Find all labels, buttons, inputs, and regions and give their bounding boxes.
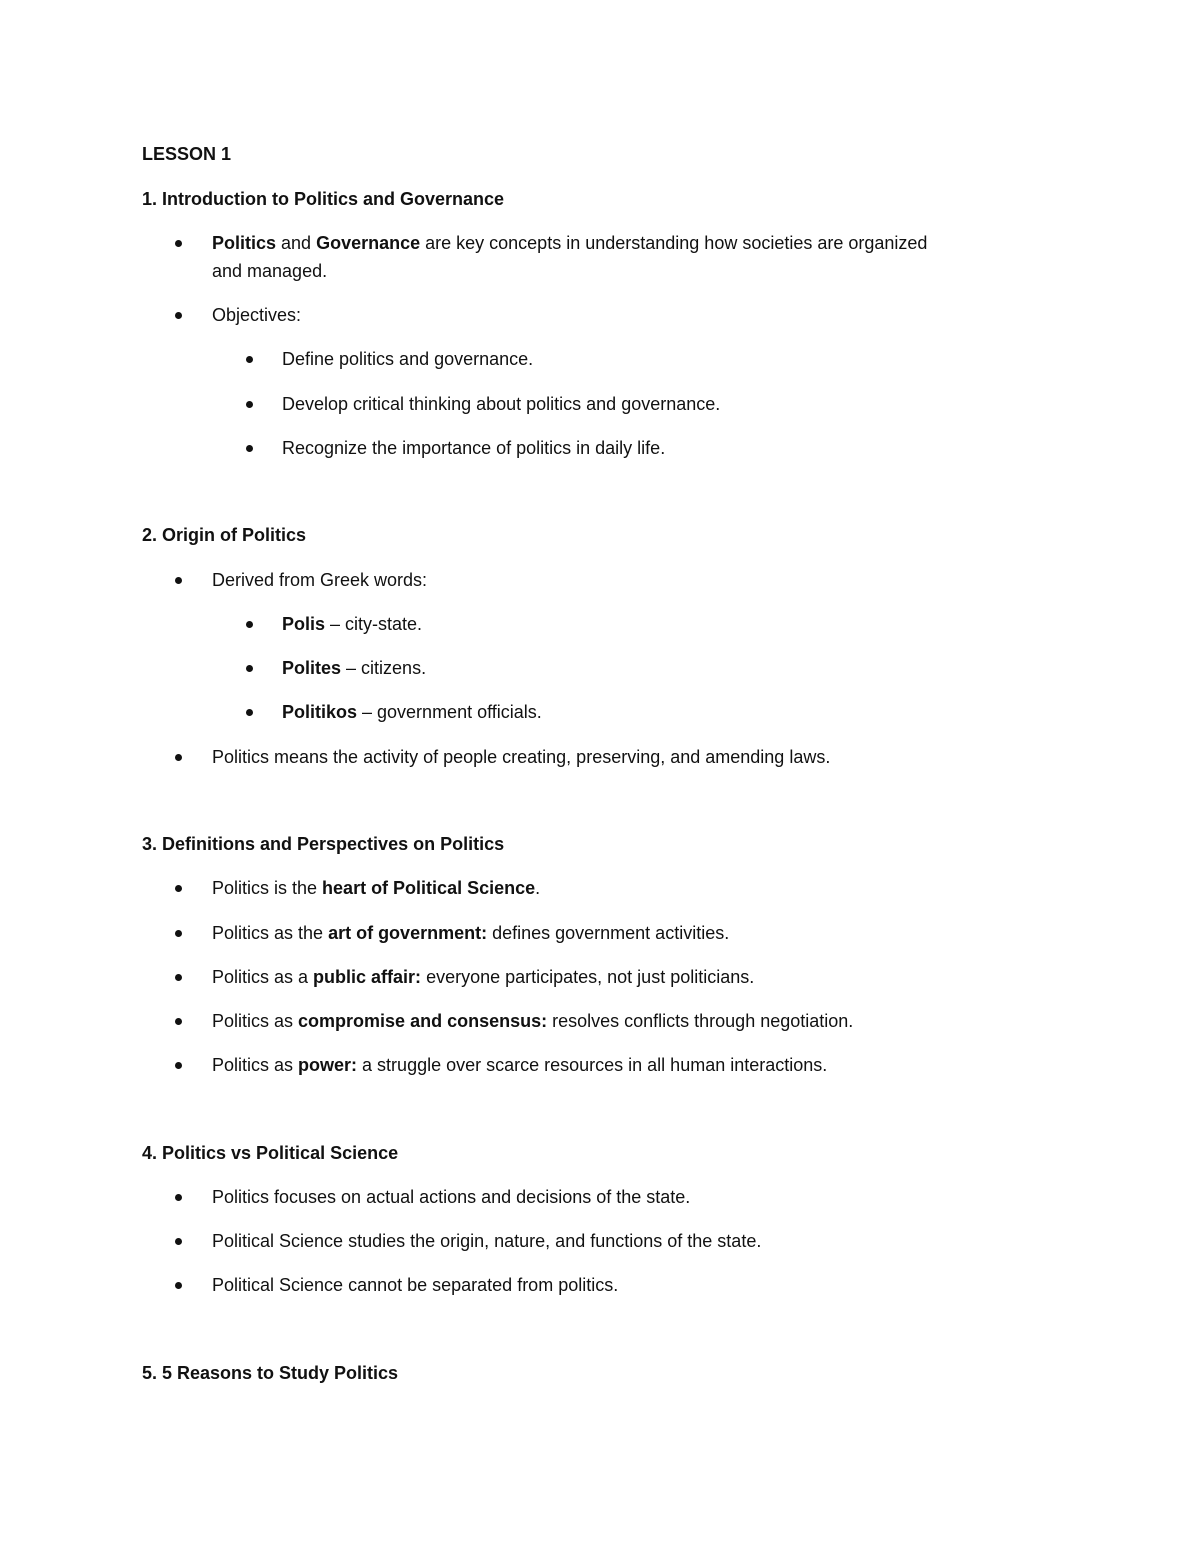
- bullet-icon: [175, 577, 182, 584]
- definition-item: [212, 919, 729, 947]
- greek-meaning: – city-state.: [325, 614, 423, 634]
- definition-suffix: .: [535, 878, 541, 898]
- derived-text: Derived from Greek words:: [212, 570, 428, 590]
- section-2-heading: 2. Origin of Politics: [142, 525, 307, 545]
- connector-text: and: [276, 233, 317, 253]
- greek-word-item: [282, 610, 422, 638]
- definition-suffix: a struggle over scarce resources in all human interactions.: [357, 1055, 828, 1075]
- bullet-icon: [175, 1282, 182, 1289]
- definition-term: heart of Political Science: [322, 878, 536, 898]
- greek-word-item: [282, 698, 542, 726]
- bullet-icon: [175, 930, 182, 937]
- greek-meaning: – government officials.: [357, 702, 542, 722]
- bullet-icon: [246, 621, 253, 628]
- objective-item: Recognize the importance of politics in daily life.: [282, 438, 666, 458]
- bullet-icon: [175, 885, 182, 892]
- definition-suffix: resolves conflicts through negotiation.: [547, 1011, 854, 1031]
- intro-text: are key concepts in understanding how societies are organized: [420, 233, 928, 253]
- bullet-icon: [175, 974, 182, 981]
- comparison-item: Political Science cannot be separated from politics.: [212, 1275, 619, 1295]
- bullet-icon: [246, 356, 253, 363]
- bullet-icon: [246, 709, 253, 716]
- section-3-heading: 3. Definitions and Perspectives on Politics: [142, 834, 505, 854]
- definition-term: compromise and consensus:: [298, 1011, 548, 1031]
- greek-word-item: [282, 654, 426, 682]
- definition-term: power:: [298, 1055, 358, 1075]
- greek-term: Polites: [282, 658, 342, 678]
- bullet-icon: [246, 665, 253, 672]
- bullet-icon: [246, 445, 253, 452]
- definition-prefix: Politics as: [212, 1055, 299, 1075]
- bullet-icon: [175, 754, 182, 761]
- definition-item: [212, 1051, 827, 1079]
- definition-prefix: Politics is the: [212, 878, 323, 898]
- definition-item: [212, 1007, 853, 1035]
- politics-means-text: Politics means the activity of people creating, preserving, and amending laws.: [212, 747, 831, 767]
- greek-meaning: – citizens.: [341, 658, 427, 678]
- definition-prefix: Politics as: [212, 1011, 299, 1031]
- greek-term: Politikos: [282, 702, 358, 722]
- definition-prefix: Politics as a: [212, 967, 314, 987]
- section-5-heading: 5. 5 Reasons to Study Politics: [142, 1363, 399, 1383]
- bullet-icon: [175, 1194, 182, 1201]
- term-governance: Governance: [316, 233, 421, 253]
- objective-item: Define politics and governance.: [282, 349, 534, 369]
- bullet-icon: [246, 401, 253, 408]
- definition-suffix: everyone participates, not just politicians.: [421, 967, 755, 987]
- lesson-title: LESSON 1: [142, 144, 232, 164]
- bullet-icon: [175, 1238, 182, 1245]
- comparison-item: Politics focuses on actual actions and decisions of the state.: [212, 1187, 691, 1207]
- definition-term: public affair:: [313, 967, 422, 987]
- section-4-heading: 4. Politics vs Political Science: [142, 1143, 399, 1163]
- definition-suffix: defines government activities.: [487, 923, 730, 943]
- bullet-icon: [175, 312, 182, 319]
- bullet-icon: [175, 1018, 182, 1025]
- comparison-item: Political Science studies the origin, nature, and functions of the state.: [212, 1231, 762, 1251]
- definition-item: [212, 874, 540, 902]
- definition-prefix: Politics as the: [212, 923, 329, 943]
- definition-item: [212, 963, 754, 991]
- section-1-heading: 1. Introduction to Politics and Governance: [142, 189, 505, 209]
- section-1-intro-continued: and managed.: [212, 261, 328, 281]
- objectives-label: Objectives:: [212, 305, 302, 325]
- term-politics: Politics: [212, 233, 277, 253]
- bullet-icon: [175, 1062, 182, 1069]
- objective-item: Develop critical thinking about politics and governance.: [282, 394, 721, 414]
- section-1-intro: [212, 229, 927, 257]
- bullet-icon: [175, 240, 182, 247]
- definition-term: art of government:: [328, 923, 488, 943]
- greek-term: Polis: [282, 614, 326, 634]
